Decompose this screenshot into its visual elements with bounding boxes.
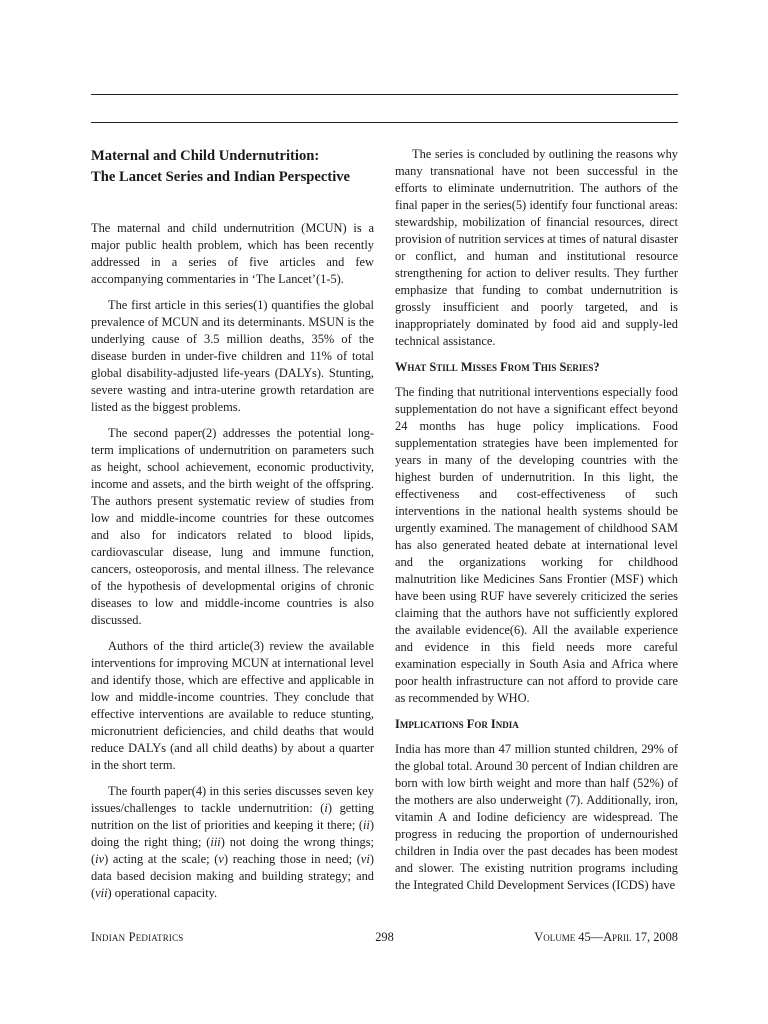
paragraph-first-article: The first article in this series(1) quantifies the global prevalence of MCUN and its determinants. MSUN is the underlying cause of 3.5 million deaths, 35% of the disease burden in under-five children and 11% of total global disability-adjusted life-years (DALYs). Stunting, severe wasting and intra-uterine growth retardation are listed as the biggest problems. <box>91 298 374 414</box>
paragraph-conclusion: The series is concluded by outlining the reasons why many transnational have not been successful in the efforts to eliminate undernutrition. The authors of the final paper in the series(5) identify four functional areas: stewardship, mobilization of financial resources, direct provision of nutrition services at times of natural disaster or conflict, and human and institutional resource strengthening for action to deliver results. They further emphasize that funding to combat undernutrition is grossly insufficient and poorly targeted, and is inappropriately dominated by food aid and supply-led technical assistance. <box>395 147 678 348</box>
article-title <box>91 146 374 188</box>
paragraph-fourth-paper: The fourth paper(4) in this series discusses seven key issues/challenges to tackle undernutrition: (i) getting nutrition on the list of priorities and keeping it there; (ii) doing the right thing; (iii) not doing the wrong things; (iv) acting at the scale; (v) reaching those in need; (vi) data based decision making and building strategy; and (vii) operational capacity. <box>91 784 374 900</box>
page-footer <box>91 930 678 948</box>
right-column <box>395 146 678 903</box>
top-rule-2 <box>91 122 678 123</box>
paragraph-third-article: Authors of the third article(3) review the available interventions for improving MCUN at international level and identify those, which are effective and applicable in low and middle-income countries. They conclude that effective interventions are available to reduce stunting, micronutrient deficiencies, and child deaths that would reduce DALYs (and all child deaths) by about a quarter in the short term. <box>91 639 374 772</box>
article-title-line1: Maternal and Child Undernutrition: <box>91 148 320 164</box>
footer-volume: Volume 45—April 17, 2008 <box>534 930 678 944</box>
paragraph-findings: The finding that nutritional interventions especially food supplementation do not have a significant effect beyond 24 months has huge policy implications. Food supplementation strategies have been implemented for years in many of the developing countries with the highest burden of undernutrition. In this light, the effectiveness and cost-effectiveness of such interventions in the national health systems should be urgently examined. The management of childhood SAM has also generated heated debate at international level and the organizations working for childhood malnutrition like Medicines Sans Frontier (MSF) which have been using RUF have severely criticized the series claiming that the authors have not sufficiently explored the available evidence(6). All the available experience and evidence in this field needs more careful examination especially in South Asia and Africa where poor health infrastructure can not afford to provide care as recommended by WHO. <box>395 385 678 705</box>
section-heading-what-still-misses: What Still Misses From This Series? <box>395 360 600 374</box>
section-heading-implications-india: Implications For India <box>395 717 519 731</box>
paragraph-second-paper: The second paper(2) addresses the potential long-term implications of undernutrition on parameters such as height, school achievement, economic productivity, income and assets, and the birth weight of the offspring. The authors present systematic review of studies from low and middle-income countries for these outcomes and also for indicators related to blood lipids, cardiovascular disease, lung and immune function, cancers, osteoporosis, and mental illness. The relevance of the hypothesis of developmental origins of chronic diseases to low and middle-income countries is also discussed. <box>91 426 374 627</box>
top-rule-1 <box>91 94 678 95</box>
footer-journal: Indian Pediatrics <box>91 930 184 944</box>
article-title-line2: The Lancet Series and Indian Perspective <box>91 169 351 185</box>
paragraph-india: India has more than 47 million stunted children, 29% of the global total. Around 30 percent of Indian children are born with low birth weight and more than half (52%) of the mothers are also underweight (7). Additionally, iron, vitamin A and Iodine deficiency are widespread. The progress in reducing the proportion of undernourished children in India over the past decades has been modest and slower. The existing nutrition programs including the Integrated Child Development Services (ICDS) have <box>395 742 678 892</box>
paragraph-intro: The maternal and child undernutrition (MCUN) is a major public health problem, which has been recently addressed in a series of five articles and few accompanying commentaries in ‘The Lancet’(1-5). <box>91 221 374 286</box>
left-column <box>91 146 374 911</box>
footer-page-number: 298 <box>375 930 394 944</box>
